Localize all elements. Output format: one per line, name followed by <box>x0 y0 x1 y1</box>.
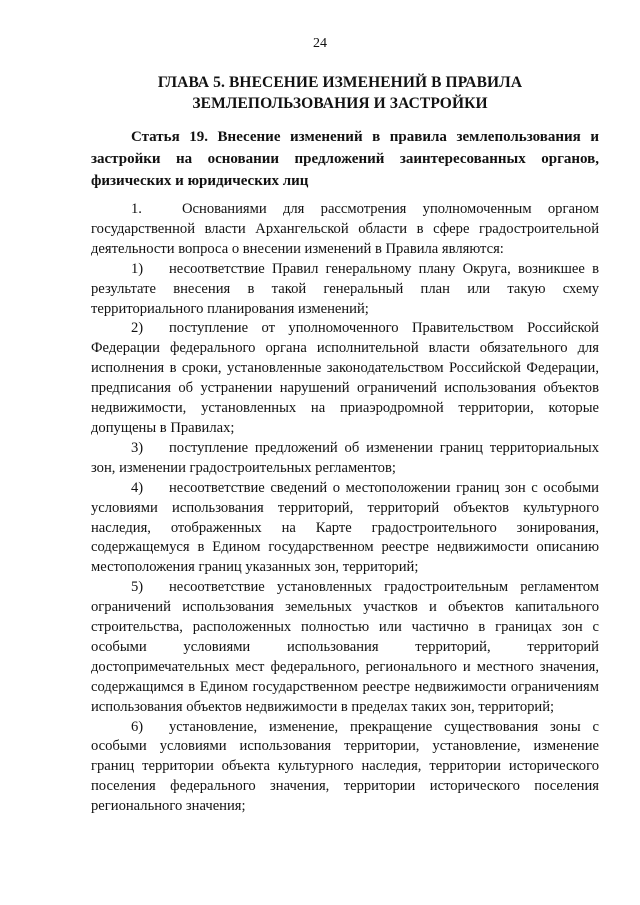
chapter-heading-line-2: ЗЕМЛЕПОЛЬЗОВАНИЯ И ЗАСТРОЙКИ <box>192 95 488 112</box>
list-item-text: несоответствие установленных градостроительным регламентом ограничений использования земельных участков и объектов капитального строительства, расположенных полностью или частично в границах зон с особыми условиями использования территорий, территорий достопримечательных мест федерального, регионального и местного значения, содержащимся в Едином государственном реестре недвижимости ограничениям использования объектов недвижимости в пределах таких зон, территорий; <box>91 579 599 715</box>
paragraph-text: Основаниями для рассмотрения уполномоченным органом государственной власти Архангельской области в сфере градостроительной деятельности вопроса о внесении изменений в Правила являются: <box>91 201 599 257</box>
list-item-5 <box>91 578 599 717</box>
list-item-1 <box>91 260 599 320</box>
list-item-text: несоответствие сведений о местоположении границ зон с особыми условиями использования территорий, территорий объектов культурного наследия, отображенных на Карте градостроительного зонирования, содержащемуся в Едином государственном реестре недвижимости описанию местоположения границ указанных зон, территорий; <box>91 479 599 576</box>
article-body <box>91 200 599 817</box>
page-number: 24 <box>313 36 327 51</box>
list-item-text: установление, изменение, прекращение существования зоны с особыми условиями использования территории, установление, изменение границ территории объекта культурного наследия, территории исторического поселения федерального значения, территории исторического поселения регионального значения; <box>91 718 599 815</box>
list-item-6 <box>91 718 599 818</box>
list-item-4 <box>91 479 599 579</box>
list-item-text: несоответствие Правил генеральному плану Округа, возникшее в результате внесения в такой генеральный план или такую схему территориального планирования изменений; <box>91 260 599 317</box>
list-item-text: поступление предложений об изменении границ территориальных зон, изменении градостроительных регламентов; <box>91 439 599 476</box>
list-item-number: 6) <box>131 718 144 735</box>
chapter-heading <box>80 72 600 114</box>
list-item-2 <box>91 319 599 438</box>
paragraph-1 <box>91 200 599 260</box>
chapter-heading-line-1: ГЛАВА 5. ВНЕСЕНИЕ ИЗМЕНЕНИЙ В ПРАВИЛА <box>157 74 523 91</box>
list-item-number: 4) <box>131 479 144 496</box>
paragraph-number: 1. <box>131 201 142 217</box>
list-item-number: 3) <box>131 439 144 456</box>
list-item-text: поступление от уполномоченного Правительством Российской Федерации федерального органа исполнительной власти обязательного для исполнения в сроки, установленные законодательством Российской Федерации, предписания об устранении нарушений ограничений использования объектов недвижимости, установленных на приаэродромной территории, которые допущены в Правилах; <box>91 320 599 436</box>
list-item-number: 1) <box>131 260 144 277</box>
article-heading: Статья 19. Внесение изменений в правила землепользования и застройки на основании предложений заинтересованных органов, физических и юридических лиц <box>91 129 599 189</box>
list-item-3 <box>91 439 599 479</box>
list-item-number: 2) <box>131 320 144 337</box>
list-item-number: 5) <box>131 579 144 596</box>
